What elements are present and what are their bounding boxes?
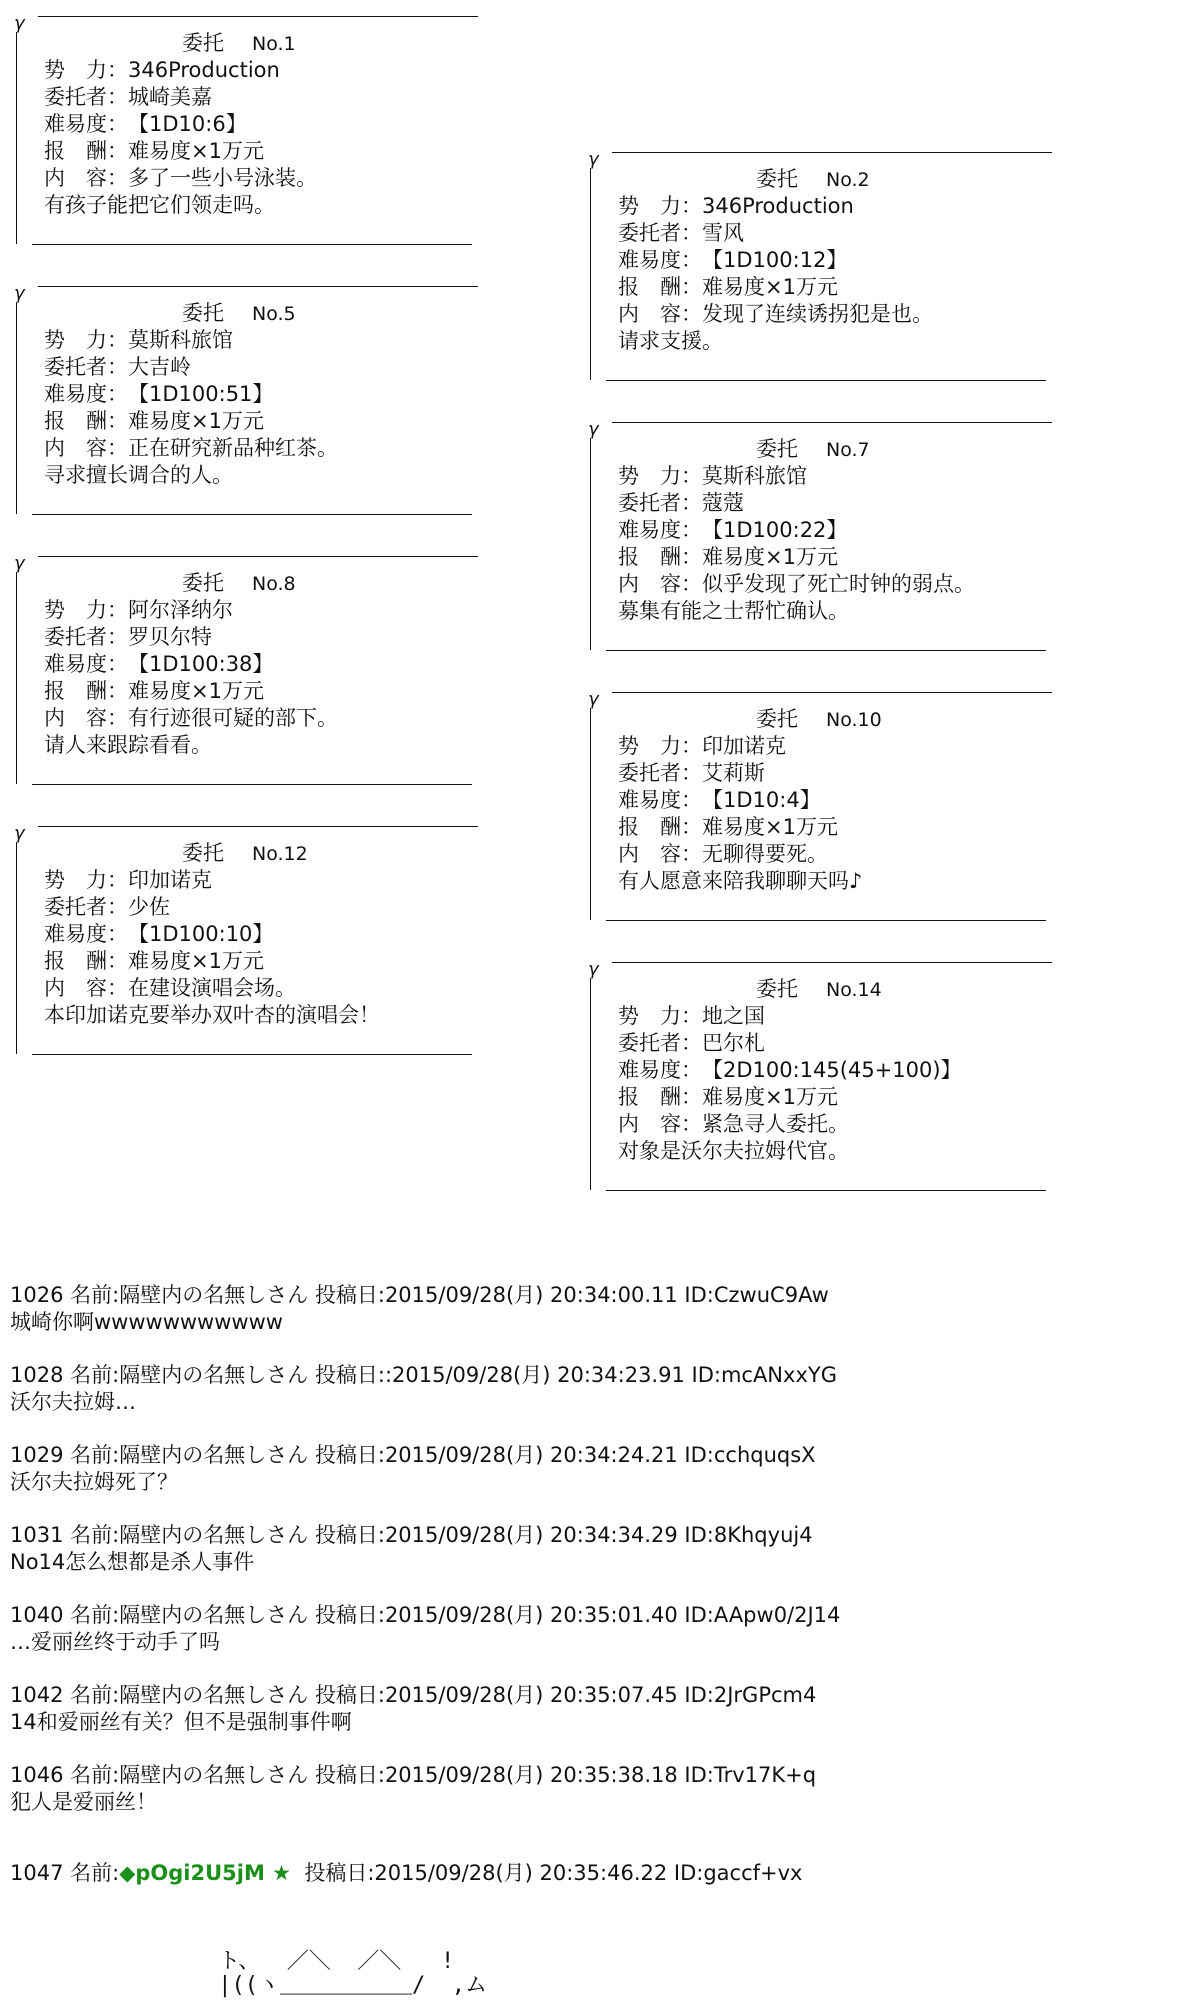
card-number: No.1: [252, 33, 296, 55]
difficulty-label: 难易度：: [618, 518, 702, 542]
post-body: 犯人是爱丽丝！: [10, 1790, 157, 1814]
post: [10, 1602, 1190, 1656]
post-number-name: 1047 名前:: [10, 1861, 120, 1885]
difficulty-value: 【1D100:38】: [128, 652, 274, 676]
post-body: 沃尔夫拉姆…: [10, 1390, 136, 1414]
post-header: [10, 1860, 1190, 1887]
card-bottom-rule: [32, 1054, 472, 1055]
card-title-label: 委托: [756, 977, 798, 1001]
card-bottom-rule: [32, 244, 472, 245]
client-value: 艾莉斯: [702, 761, 765, 785]
post: [10, 1762, 1190, 1816]
client-label: 委托者：: [44, 85, 128, 109]
client-value: 蔻蔻: [702, 491, 744, 515]
card-title: [756, 706, 882, 734]
client-label: 委托者：: [44, 355, 128, 379]
difficulty-value: 【2D100:145(45+100)】: [702, 1058, 962, 1082]
quest-card-10: [588, 678, 1058, 928]
client-label: 委托者：: [618, 221, 702, 245]
reward-label: 报 酬：: [44, 949, 128, 973]
reward-value: 难易度×1万元: [702, 815, 838, 839]
thread-posts: [10, 1282, 1190, 1913]
content-label: 内 容：: [618, 1112, 702, 1136]
content-extra: 有人愿意来陪我聊聊天吗♪: [618, 869, 863, 893]
post-header: 1040 名前:隔壁内の名無しさん 投稿日:2015/09/28(月) 20:35:01.40 ID:AApw0/2J14: [10, 1603, 841, 1627]
content-value: 似乎发现了死亡时钟的弱点。: [702, 572, 975, 596]
client-label: 委托者：: [618, 761, 702, 785]
card-title: [182, 570, 296, 598]
quest-card-12: [14, 812, 484, 1062]
difficulty-value: 【1D100:10】: [128, 922, 274, 946]
faction-label: 势 力：: [44, 598, 128, 622]
content-value: 发现了连续诱拐犯是也。: [702, 302, 933, 326]
reward-value: 难易度×1万元: [702, 275, 838, 299]
post: [10, 1682, 1190, 1736]
card-top-rule: [38, 556, 478, 557]
card-left-border: [16, 302, 17, 514]
difficulty-label: 难易度：: [44, 922, 128, 946]
card-number: No.7: [826, 439, 870, 461]
card-corner-glyph: γ: [588, 419, 599, 440]
card-corner-glyph: γ: [14, 553, 25, 574]
post-date-id: 投稿日:2015/09/28(月) 20:35:46.22 ID:gaccf+vx: [290, 1861, 803, 1885]
content-label: 内 容：: [618, 842, 702, 866]
faction-value: 印加诺克: [128, 868, 212, 892]
post-body: 沃尔夫拉姆死了？: [10, 1470, 178, 1494]
client-value: 雪风: [702, 221, 744, 245]
post-header: 1031 名前:隔壁内の名無しさん 投稿日:2015/09/28(月) 20:34:34.29 ID:8Khqyuj4: [10, 1523, 813, 1547]
client-value: 城崎美嘉: [128, 85, 212, 109]
author-trip: ◆pOgi2U5jM ★: [119, 1861, 291, 1885]
faction-value: 地之国: [702, 1004, 765, 1028]
content-value: 正在研究新品种红茶。: [128, 436, 338, 460]
content-value: 无聊得要死。: [702, 842, 828, 866]
faction-label: 势 力：: [44, 328, 128, 352]
card-top-rule: [612, 962, 1052, 963]
quest-card-5: [14, 272, 484, 522]
reward-label: 报 酬：: [44, 139, 128, 163]
quest-card-2: [588, 138, 1058, 388]
card-title: [182, 300, 296, 328]
difficulty-value: 【1D100:51】: [128, 382, 274, 406]
post-header: 1028 名前:隔壁内の名無しさん 投稿日::2015/09/28(月) 20:34:23.91 ID:mcANxxYG: [10, 1363, 837, 1387]
reward-value: 难易度×1万元: [702, 545, 838, 569]
content-extra: 募集有能之士帮忙确认。: [618, 599, 849, 623]
client-value: 罗贝尔特: [128, 625, 212, 649]
card-title: [756, 436, 870, 464]
faction-label: 势 力：: [618, 734, 702, 758]
content-label: 内 容：: [618, 302, 702, 326]
card-number: No.12: [252, 843, 308, 865]
faction-label: 势 力：: [44, 58, 128, 82]
card-number: No.5: [252, 303, 296, 325]
card-bottom-rule: [606, 380, 1046, 381]
reward-label: 报 酬：: [44, 409, 128, 433]
card-title-label: 委托: [182, 301, 224, 325]
card-top-rule: [612, 422, 1052, 423]
ascii-art: ト、 ／＼ ／＼ ! |((ヽ＿＿＿＿＿＿/ ,ム: [218, 1949, 487, 1998]
content-extra: 对象是沃尔夫拉姆代官。: [618, 1139, 849, 1163]
faction-value: 莫斯科旅馆: [128, 328, 233, 352]
post-body: No14怎么想都是杀人事件: [10, 1550, 255, 1574]
card-title-label: 委托: [756, 167, 798, 191]
difficulty-value: 【1D100:22】: [702, 518, 848, 542]
card-corner-glyph: γ: [14, 283, 25, 304]
client-label: 委托者：: [44, 625, 128, 649]
reward-label: 报 酬：: [618, 1085, 702, 1109]
content-label: 内 容：: [618, 572, 702, 596]
card-top-rule: [38, 826, 478, 827]
card-title: [182, 840, 308, 868]
reward-value: 难易度×1万元: [128, 139, 264, 163]
content-value: 在建设演唱会场。: [128, 976, 296, 1000]
post: [10, 1282, 1190, 1336]
card-corner-glyph: γ: [14, 13, 25, 34]
card-title-label: 委托: [756, 437, 798, 461]
card-corner-glyph: γ: [588, 959, 599, 980]
content-label: 内 容：: [44, 166, 128, 190]
reward-value: 难易度×1万元: [702, 1085, 838, 1109]
post-author: [10, 1860, 1190, 1887]
card-bottom-rule: [606, 920, 1046, 921]
card-number: No.2: [826, 169, 870, 191]
faction-label: 势 力：: [44, 868, 128, 892]
content-extra: 有孩子能把它们领走吗。: [44, 193, 275, 217]
card-left-border: [590, 438, 591, 650]
difficulty-label: 难易度：: [44, 382, 128, 406]
quest-card-14: [588, 948, 1058, 1198]
client-value: 巴尔札: [702, 1031, 765, 1055]
card-number: No.8: [252, 573, 296, 595]
post-header: 1042 名前:隔壁内の名無しさん 投稿日:2015/09/28(月) 20:35:07.45 ID:2JrGPcm4: [10, 1683, 817, 1707]
card-left-border: [590, 168, 591, 380]
quest-card-7: [588, 408, 1058, 658]
post: [10, 1442, 1190, 1496]
post-header: 1026 名前:隔壁内の名無しさん 投稿日:2015/09/28(月) 20:34:00.11 ID:CzwuC9Aw: [10, 1283, 829, 1307]
card-number: No.10: [826, 709, 882, 731]
post-header: 1029 名前:隔壁内の名無しさん 投稿日:2015/09/28(月) 20:34:24.21 ID:cchquqsX: [10, 1443, 816, 1467]
client-label: 委托者：: [618, 1031, 702, 1055]
post-body: 城崎你啊wwwwwwwwwww: [10, 1310, 283, 1334]
faction-label: 势 力：: [618, 194, 702, 218]
content-value: 多了一些小号泳装。: [128, 166, 317, 190]
difficulty-value: 【1D10:6】: [128, 112, 247, 136]
post-body: 14和爱丽丝有关？但不是强制事件啊: [10, 1710, 352, 1734]
card-bottom-rule: [606, 1190, 1046, 1191]
faction-value: 印加诺克: [702, 734, 786, 758]
difficulty-label: 难易度：: [618, 248, 702, 272]
faction-value: 346Production: [128, 58, 280, 82]
client-label: 委托者：: [618, 491, 702, 515]
content-extra: 本印加诺克要举办双叶杏的演唱会！: [44, 1003, 380, 1027]
faction-value: 阿尔泽纳尔: [128, 598, 233, 622]
card-title-label: 委托: [182, 31, 224, 55]
card-top-rule: [38, 16, 478, 17]
content-extra: 请人来跟踪看看。: [44, 733, 212, 757]
card-title-label: 委托: [182, 841, 224, 865]
client-label: 委托者：: [44, 895, 128, 919]
post-body: …爱丽丝终于动手了吗: [10, 1630, 220, 1654]
card-left-border: [16, 572, 17, 784]
content-label: 内 容：: [44, 706, 128, 730]
reward-value: 难易度×1万元: [128, 679, 264, 703]
card-left-border: [590, 978, 591, 1190]
card-title-label: 委托: [182, 571, 224, 595]
client-value: 大吉岭: [128, 355, 191, 379]
card-bottom-rule: [32, 784, 472, 785]
reward-label: 报 酬：: [618, 815, 702, 839]
reward-label: 报 酬：: [44, 679, 128, 703]
quest-card-1: [14, 2, 484, 252]
card-left-border: [16, 32, 17, 244]
faction-label: 势 力：: [618, 1004, 702, 1028]
card-title: [182, 30, 296, 58]
faction-value: 莫斯科旅馆: [702, 464, 807, 488]
post-header: 1046 名前:隔壁内の名無しさん 投稿日:2015/09/28(月) 20:35:38.18 ID:Trv17K+q: [10, 1763, 817, 1787]
content-label: 内 容：: [44, 436, 128, 460]
card-title: [756, 166, 870, 194]
card-title: [756, 976, 882, 1004]
content-label: 内 容：: [44, 976, 128, 1000]
card-left-border: [590, 708, 591, 920]
difficulty-label: 难易度：: [618, 1058, 702, 1082]
quest-card-8: [14, 542, 484, 792]
card-corner-glyph: γ: [588, 689, 599, 710]
reward-value: 难易度×1万元: [128, 949, 264, 973]
card-number: No.14: [826, 979, 882, 1001]
post: [10, 1522, 1190, 1576]
card-bottom-rule: [606, 650, 1046, 651]
difficulty-value: 【1D100:12】: [702, 248, 848, 272]
card-corner-glyph: γ: [14, 823, 25, 844]
content-value: 紧急寻人委托。: [702, 1112, 849, 1136]
difficulty-label: 难易度：: [44, 652, 128, 676]
reward-label: 报 酬：: [618, 275, 702, 299]
faction-label: 势 力：: [618, 464, 702, 488]
difficulty-value: 【1D10:4】: [702, 788, 821, 812]
post: [10, 1362, 1190, 1416]
client-value: 少佐: [128, 895, 170, 919]
card-top-rule: [612, 152, 1052, 153]
difficulty-label: 难易度：: [618, 788, 702, 812]
faction-value: 346Production: [702, 194, 854, 218]
card-top-rule: [612, 692, 1052, 693]
card-corner-glyph: γ: [588, 149, 599, 170]
card-left-border: [16, 842, 17, 1054]
content-extra: 请求支援。: [618, 329, 723, 353]
reward-label: 报 酬：: [618, 545, 702, 569]
reward-value: 难易度×1万元: [128, 409, 264, 433]
content-value: 有行迹很可疑的部下。: [128, 706, 338, 730]
difficulty-label: 难易度：: [44, 112, 128, 136]
card-top-rule: [38, 286, 478, 287]
card-title-label: 委托: [756, 707, 798, 731]
card-bottom-rule: [32, 514, 472, 515]
content-extra: 寻求擅长调合的人。: [44, 463, 233, 487]
